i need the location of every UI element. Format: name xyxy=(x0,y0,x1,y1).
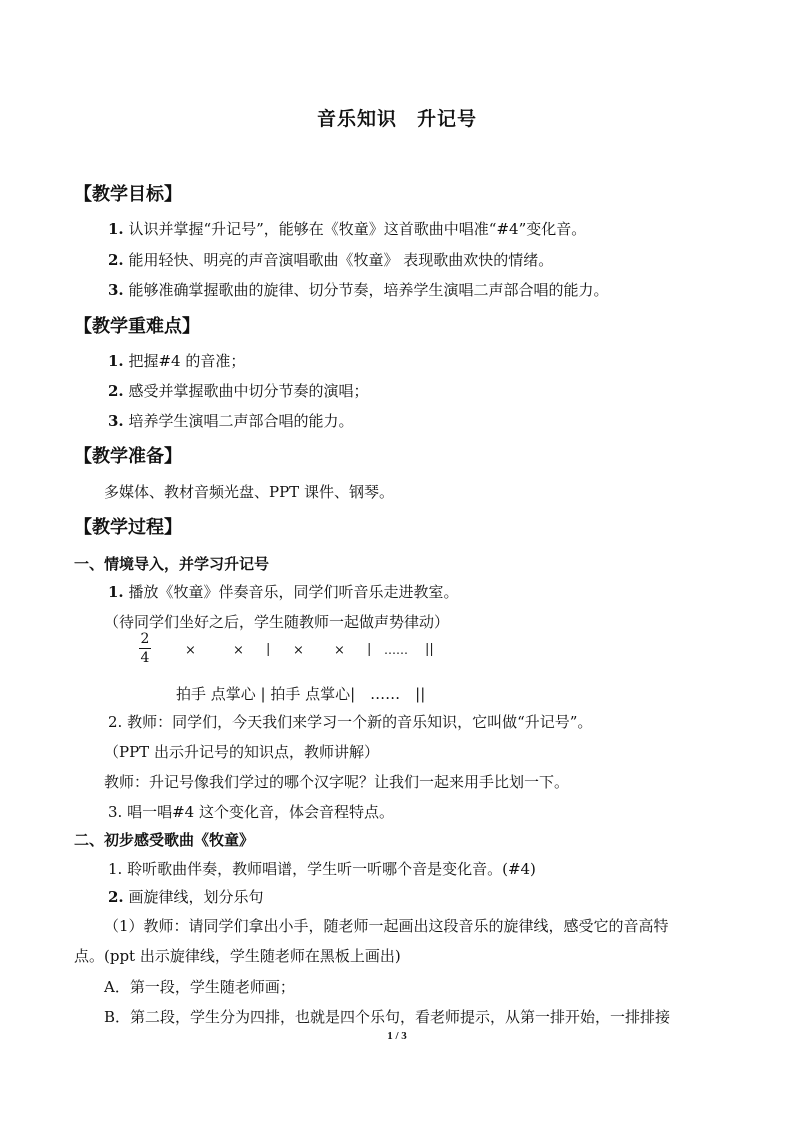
item-text: 把握#4 的音准； xyxy=(128,352,246,370)
item-text: 感受并掌握歌曲中切分节奏的演唱； xyxy=(128,382,369,400)
paragraph: 点。(ppt 出示旋律线，学生随老师在黑板上画出) xyxy=(74,947,401,965)
paragraph: 教师：升记号像我们学过的哪个汉字呢？让我们一起来用手比划一下。 xyxy=(104,773,570,791)
list-item xyxy=(108,350,245,371)
page-title: 音乐知识 升记号 xyxy=(316,108,477,130)
rhythm-mark: × xyxy=(185,643,196,658)
item-number: 1. xyxy=(108,583,124,601)
item-text: 播放《牧童》伴奏音乐，同学们听音乐走进教室。 xyxy=(128,583,459,601)
item-number: 2. xyxy=(108,713,123,731)
paragraph xyxy=(108,581,458,602)
list-item xyxy=(108,218,586,239)
paragraph xyxy=(108,801,394,822)
rhythm-mark: × xyxy=(293,643,304,658)
prep-text: 多媒体、教材音频光盘、PPT 课件、钢琴。 xyxy=(104,483,394,501)
section-heading-goals: 【教学目标】 xyxy=(74,184,182,205)
item-text: 画旋律线，划分乐句 xyxy=(128,888,264,906)
paragraph xyxy=(108,711,592,732)
rhythm-mark: × xyxy=(233,643,244,658)
time-signature xyxy=(139,632,151,665)
item-text: 教师：同学们，今天我们来学习一个新的音乐知识，它叫做“升记号”。 xyxy=(127,713,593,731)
item-text: 认识并掌握“升记号”，能够在《牧童》这首歌曲中唱准“#4”变化音。 xyxy=(128,220,587,238)
paragraph: （1）教师：请同学们拿出小手，随老师一起画出这段音乐的旋律线，感受它的音高特 xyxy=(104,917,669,935)
item-text: 能用轻快、明亮的声音演唱歌曲《牧童》 表现歌曲欢快的情绪。 xyxy=(128,251,554,269)
item-text: 唱一唱#4 这个变化音，体会音程特点。 xyxy=(127,803,394,821)
list-item xyxy=(108,249,553,270)
item-number: 3. xyxy=(108,412,124,430)
item-number: 1. xyxy=(108,220,124,238)
barline: | xyxy=(266,642,271,657)
rhythm-words: 拍手 点掌心 | 拍手 点掌心| …… || xyxy=(176,685,426,703)
paragraph xyxy=(108,886,263,907)
section-heading-process: 【教学过程】 xyxy=(74,517,182,538)
paragraph xyxy=(108,858,536,879)
time-signature-top: 2 xyxy=(140,631,150,647)
paragraph: （待同学们坐好之后，学生随教师一起做声势律动） xyxy=(104,613,450,631)
page-number: 1 / 3 xyxy=(387,1030,407,1042)
section-heading-key-points: 【教学重难点】 xyxy=(74,316,200,337)
fraction-bar xyxy=(139,648,151,649)
subsection-heading-intro: 一、情境导入，并学习升记号 xyxy=(74,555,270,573)
subsection-heading-song: 二、初步感受歌曲《牧童》 xyxy=(74,831,255,849)
list-item xyxy=(108,279,608,300)
item-text: 能够准确掌握歌曲的旋律、切分节奏，培养学生演唱二声部合唱的能力。 xyxy=(128,281,609,299)
paragraph: （PPT 出示升记号的知识点，教师讲解） xyxy=(104,743,379,761)
item-number: 2. xyxy=(108,382,124,400)
rhythm-mark: × xyxy=(334,643,345,658)
item-number: 1. xyxy=(108,352,124,370)
time-signature-bottom: 4 xyxy=(140,650,150,666)
item-number: 3. xyxy=(108,803,123,821)
list-item xyxy=(108,410,353,431)
double-barline: || xyxy=(425,642,434,657)
item-number: 1. xyxy=(108,860,123,878)
list-item xyxy=(108,380,368,401)
section-heading-prep: 【教学准备】 xyxy=(74,446,182,467)
barline: | xyxy=(367,642,372,657)
item-number: 2. xyxy=(108,251,124,269)
paragraph: B．第二段，学生分为四排，也就是四个乐句，看老师提示，从第一排开始，一排排接 xyxy=(104,1008,671,1026)
paragraph: A．第一段，学生随老师画； xyxy=(104,978,295,996)
ellipsis: …… xyxy=(384,643,408,657)
item-number: 3. xyxy=(108,281,124,299)
item-number: 2. xyxy=(108,888,124,906)
item-text: 聆听歌曲伴奏，教师唱谱，学生听一听哪个音是变化音。(#4) xyxy=(127,860,536,878)
item-text: 培养学生演唱二声部合唱的能力。 xyxy=(128,412,354,430)
